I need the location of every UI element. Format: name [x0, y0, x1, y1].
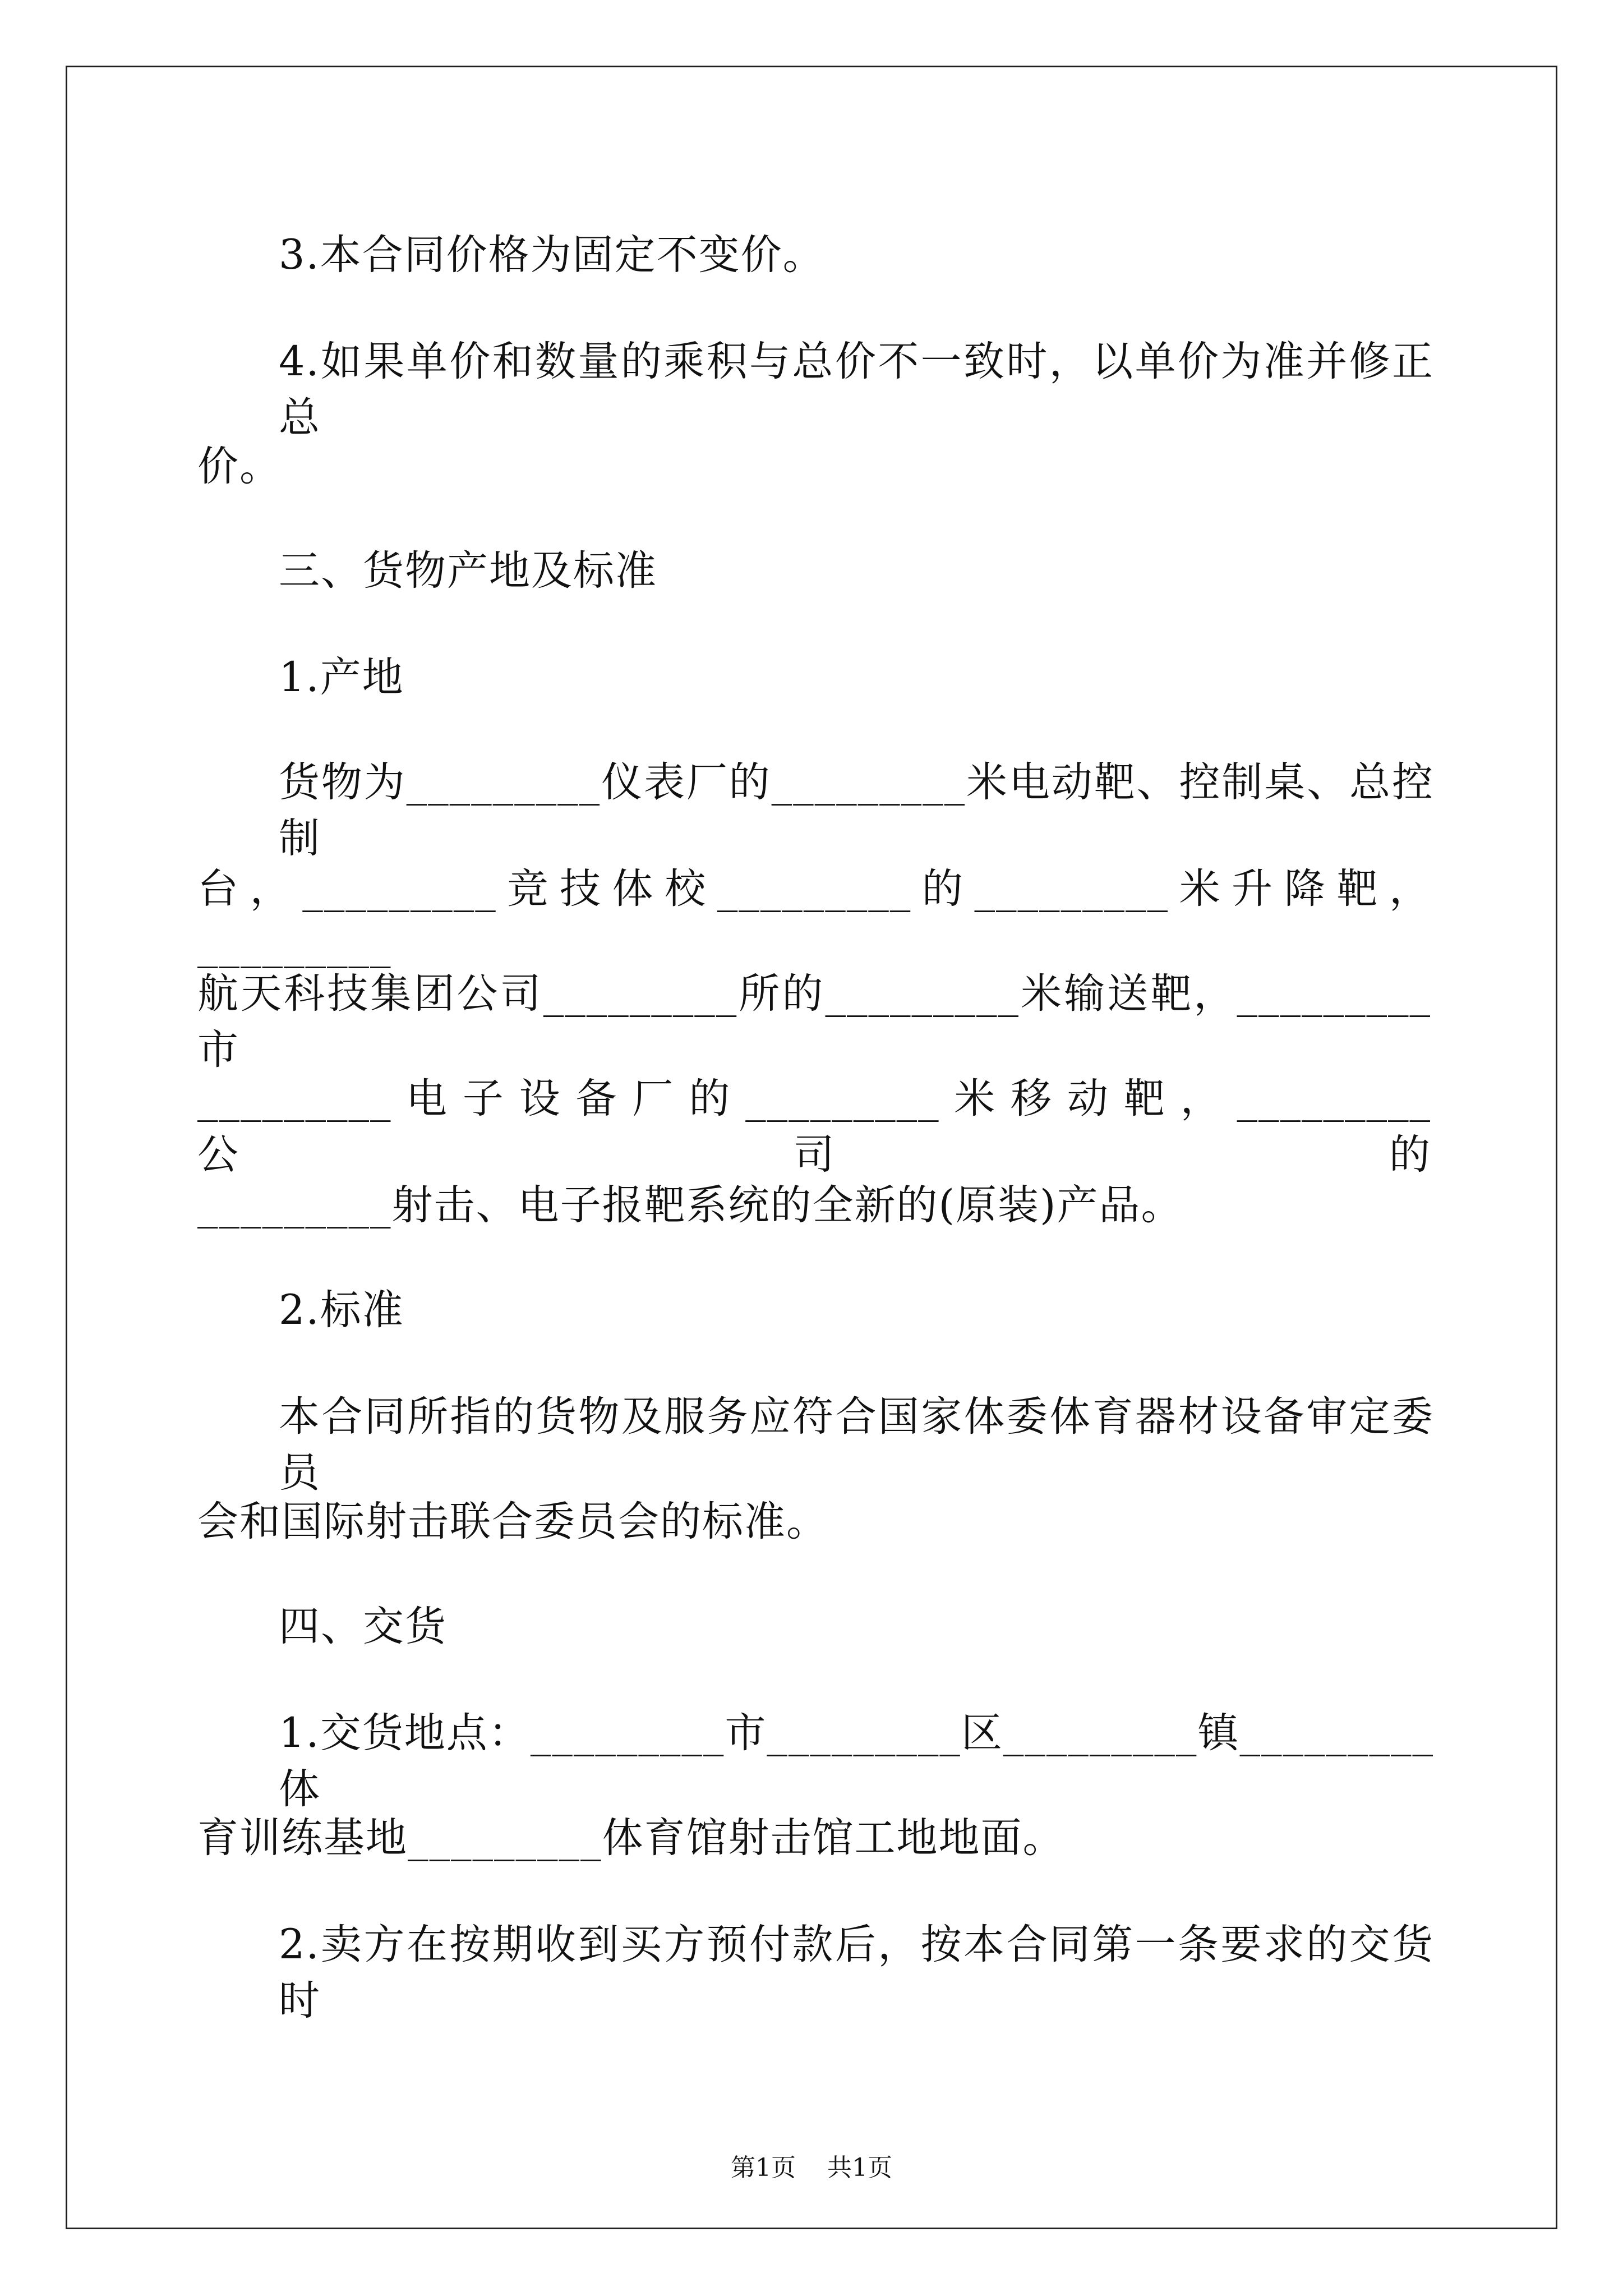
origin-paragraph-line1: 货物为_________仪表厂的_________米电动靶、控制桌、总控制: [279, 758, 1434, 862]
clause-price-fixed: 3.本合同价格为固定不变价。: [279, 231, 825, 279]
origin-paragraph-line5: _________射击、电子报靶系统的全新的(原装)产品。: [197, 1181, 1183, 1229]
origin-paragraph-line4: _________ 电 子 设 备 厂 的 _________ 米 移 动 靶 ， _________ 公 司 的: [197, 1075, 1431, 1179]
subheading-standard: 2.标准: [279, 1286, 404, 1334]
page-footer: [0, 2151, 1623, 2185]
delivery-location-line2: 育训练基地_________体育馆射击馆工地地面。: [197, 1814, 1065, 1862]
origin-paragraph-line3: 航天科技集团公司_________所的_________米输送靶，_________市: [197, 970, 1431, 1074]
standard-paragraph-line2: 会和国际射击联合委员会的标准。: [197, 1498, 828, 1545]
clause-unit-price-line2: 价。: [197, 443, 282, 490]
delivery-terms-line1: 2.卖方在按期收到买方预付款后，按本合同第一条要求的交货时: [279, 1921, 1434, 2024]
page-number-label: 第1页: [731, 2154, 796, 2182]
section-heading-delivery: 四、交货: [279, 1603, 447, 1650]
clause-unit-price-line1: 4.如果单价和数量的乘积与总价不一致时，以单价为准并修正总: [279, 338, 1434, 441]
subheading-origin: 1.产地: [279, 654, 404, 701]
delivery-location-line1: 1.交货地点：_________市_________区_________镇_________体: [279, 1709, 1434, 1813]
footer-spacer: [796, 2154, 827, 2182]
section-heading-origin-standard: 三、货物产地及标准: [279, 547, 657, 595]
page-total-label: 共1页: [827, 2154, 892, 2182]
origin-paragraph-line2: 台，_________竞技体校_________的_________米升降靶，_________: [197, 865, 1431, 969]
standard-paragraph-line1: 本合同所指的货物及服务应符合国家体委体育器材设备审定委员: [279, 1393, 1434, 1497]
